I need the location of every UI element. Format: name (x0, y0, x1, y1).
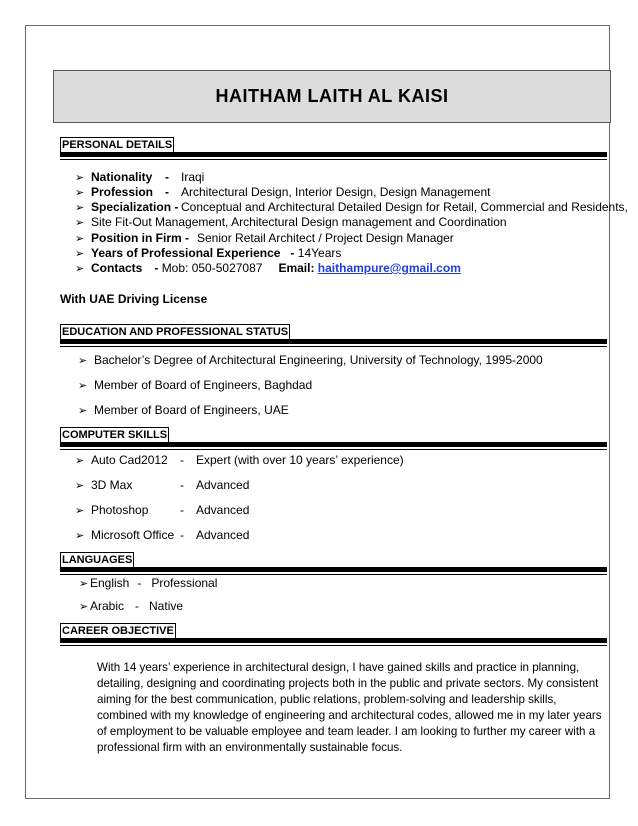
career-objective-text: With 14 years’ experience in architectural design, I have gained skills and practice in planning, detailing, designing and coordinating projects both in the public and private sectors. My consistent aiming for the best communication, public relations, problem-solving and leadership skills, combined with my knowledge of engineering and architectural codes, allowed me in my later years of employment to be valuable employee and team leader. I am looking to further my career with a professional firm with an environmentally sustainable focus. (97, 661, 602, 754)
section-education: EDUCATION AND PROFESSIONAL STATUS (62, 326, 289, 338)
position-row: ➢ Position in Firm - Senior Retail Architect / Project Design Manager (75, 231, 454, 245)
education-item: ➢ Member of Board of Engineers, UAE (78, 403, 289, 417)
section-rule (60, 339, 607, 344)
arrow-bullet-icon: ➢ (79, 578, 89, 590)
arrow-bullet-icon: ➢ (75, 172, 85, 184)
arrow-bullet-icon: ➢ (75, 248, 85, 260)
arrow-bullet-icon: ➢ (78, 380, 88, 392)
experience-row: ➢ Years of Professional Experience - 14Years (75, 246, 342, 260)
arrow-bullet-icon: ➢ (75, 233, 85, 245)
section-rule (60, 567, 607, 572)
arrow-bullet-icon: ➢ (75, 187, 85, 199)
arrow-bullet-icon: ➢ (75, 530, 85, 542)
arrow-bullet-icon: ➢ (75, 217, 85, 229)
arrow-bullet-icon: ➢ (75, 455, 85, 467)
section-rule (60, 638, 607, 643)
arrow-bullet-icon: ➢ (78, 405, 88, 417)
language-row: ➢ Arabic - Native (79, 599, 184, 613)
arrow-bullet-icon: ➢ (78, 355, 88, 367)
skill-row: ➢ Microsoft Office - Advanced (75, 528, 250, 542)
driving-license: With UAE Driving License (60, 292, 208, 306)
section-rule (60, 442, 607, 447)
section-rule (60, 152, 607, 157)
candidate-name: HAITHAM LAITH AL KAISI (215, 86, 449, 106)
nationality-row: ➢ Nationality - Iraqi (75, 170, 205, 184)
skill-row: ➢ Photoshop - Advanced (75, 503, 250, 517)
specialization-row: ➢ Specialization - Conceptual and Architectural Detailed Design for Retail, Commercial and Residents, (75, 200, 628, 214)
arrow-bullet-icon: ➢ (75, 202, 85, 214)
education-item: ➢ Member of Board of Engineers, Baghdad (78, 378, 313, 392)
skill-row: ➢ 3D Max - Advanced (75, 478, 250, 492)
contacts-row: ➢ Contacts - Mob: 050-5027087 Email: haithampure@gmail.com (75, 261, 461, 275)
arrow-bullet-icon: ➢ (75, 505, 85, 517)
profession-row: ➢ Profession - Architectural Design, Interior Design, Design Management (75, 185, 491, 199)
section-languages: LANGUAGES (62, 554, 133, 566)
skill-row: ➢ Auto Cad2012 - Expert (with over 10 years’ experience) (75, 453, 404, 467)
fitout-row: ➢ Site Fit-Out Management, Architectural Design management and Coordination (75, 215, 507, 229)
arrow-bullet-icon: ➢ (79, 601, 89, 613)
section-career-objective: CAREER OBJECTIVE (62, 625, 174, 637)
arrow-bullet-icon: ➢ (75, 480, 85, 492)
section-computer-skills: COMPUTER SKILLS (62, 429, 168, 441)
section-personal-details: PERSONAL DETAILS (62, 139, 173, 151)
language-row: ➢ English - Professional (79, 576, 218, 590)
name-header (53, 70, 611, 123)
arrow-bullet-icon: ➢ (75, 263, 85, 275)
email-link[interactable]: haithampure@gmail.com (317, 261, 461, 275)
education-item: ➢ Bachelor’s Degree of Architectural Engineering, University of Technology, 1995-2000 (78, 353, 543, 367)
